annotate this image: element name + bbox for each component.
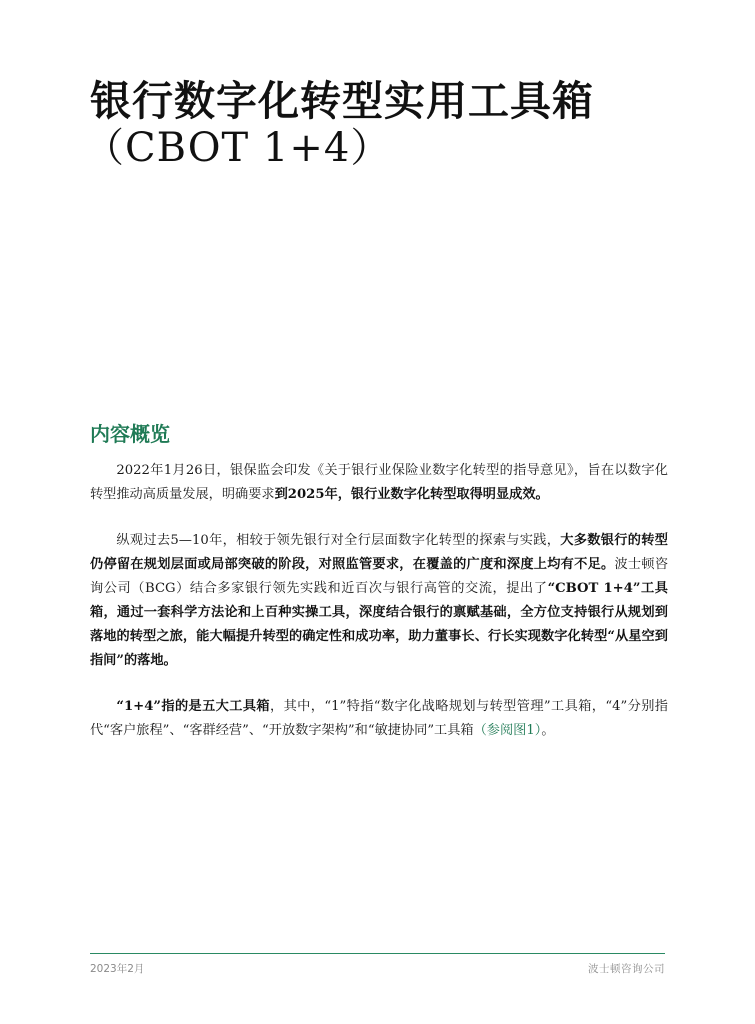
paragraph-3-text-b: 。 [541,723,555,738]
paragraph-2 [90,529,668,673]
paragraph-2-text-b: 波士顿咨询公司（BCG）结合多家银行领先实践和近百次与银行高管的交流，提出了 [90,557,669,596]
paragraph-3 [90,695,668,743]
figure-reference-link[interactable]: （参阅图1） [473,723,542,738]
section-heading: 内容概览 [90,422,170,446]
paragraph-1-text: 2022年1月26日，银保监会印发《关于银行业保险业数字化转型的指导意见》，旨在以数字化转型推动高质量发展，明确要求 [90,463,668,502]
footer-company: 波士顿咨询公司 [588,963,665,975]
paragraph-3-bold: “1+4”指的是五大工具箱 [116,699,271,714]
title-line-subtitle: （CBOT 1+4） [84,125,392,171]
paragraph-2-bold-a: 大多数银行的转型仍停留在规划层面或局部突破的阶段，对照监管要求，在覆盖的广度和深度上均有不足。 [90,533,668,572]
paragraph-2-bold-b: “CBOT 1+4”工具箱，通过一套科学方法论和上百种实操工具，深度结合银行的禀赋基础，全方位支持银行从规划到落地的转型之旅，能大幅提升转型的确定性和成功率，助力董事长、行长实现数字化转型“从星空到指间”的落地。 [90,581,668,668]
paragraph-1 [90,459,668,507]
body-text [90,459,668,765]
page-title [84,77,594,172]
footer-date: 2023年2月 [90,963,145,975]
paragraph-2-text-a: 纵观过去5—10年，相较于领先银行对全行层面数字化转型的探索与实践， [116,533,561,548]
title-line-main: 银行数字化转型实用工具箱 [90,77,594,125]
paragraph-1-bold: 到2025年，银行业数字化转型取得明显成效。 [274,487,549,502]
paragraph-3-text-a: ，其中，“1”特指“数字化战略规划与转型管理”工具箱，“4”分别指代“客户旅程”、“客群经营”、“开放数字架构”和“敏捷协同”工具箱 [90,699,668,738]
footer-divider [90,953,665,954]
